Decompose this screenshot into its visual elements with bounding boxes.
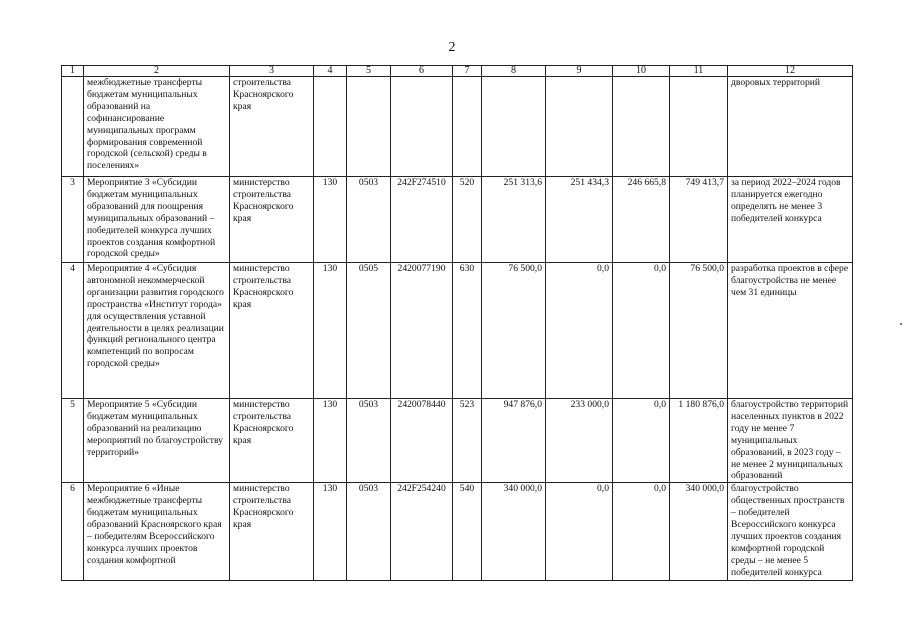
column-header-3: 3 (230, 66, 314, 77)
executor: министерство строительства Красноярского края (230, 483, 314, 581)
table-row (62, 177, 853, 263)
expected-result: за период 2022–2024 годов планируется ежегодно определять не менее 3 победителей конкурса (728, 177, 853, 263)
table-row (62, 399, 853, 483)
expected-result: разработка проектов в сфере благоустройства не менее чем 31 единицы (728, 263, 853, 399)
column-header-11: 11 (670, 66, 728, 77)
executor: министерство строительства Красноярского края (230, 399, 314, 483)
measure-name: Мероприятие 4 «Субсидия автономной некоммерческой организации развития городского пространства «Институт города» для осуществления уставной деятельности в целях реализации функций регионального центра компетенций по вопросам городской среды» (84, 263, 230, 399)
amount-total: 749 413,7 (670, 177, 728, 263)
executor: министерство строительства Красноярского края (230, 177, 314, 263)
grbs-code: 130 (314, 399, 347, 483)
expected-result: благоустройство общественных пространств – победителей Всероссийского конкурса лучших проектов создания комфортной городской среды – не менее 5 победителей конкурса (728, 483, 853, 581)
row-number: 3 (62, 177, 84, 263)
budget-table (61, 65, 853, 581)
grbs-code: 130 (314, 263, 347, 399)
section-code (347, 77, 391, 177)
amount-col-10: 0,0 (613, 263, 670, 399)
grbs-code: 130 (314, 177, 347, 263)
amount-total: 1 180 876,0 (670, 399, 728, 483)
expected-result: благоустройство территорий населенных пунктов в 2022 году не менее 7 муниципальных образований, в 2023 году – не менее 2 муниципальных образований (728, 399, 853, 483)
amount-col-8: 76 500,0 (482, 263, 546, 399)
section-code: 0505 (347, 263, 391, 399)
column-header-7: 7 (453, 66, 482, 77)
target-article-code: 242F254240 (391, 483, 453, 581)
amount-col-10: 246 665,8 (613, 177, 670, 263)
row-number (62, 77, 84, 177)
amount-col-10 (613, 77, 670, 177)
target-article-code (391, 77, 453, 177)
column-header-8: 8 (482, 66, 546, 77)
amount-col-8: 340 000,0 (482, 483, 546, 581)
section-code: 0503 (347, 483, 391, 581)
column-header-12: 12 (728, 66, 853, 77)
amount-total (670, 77, 728, 177)
amount-col-9: 0,0 (546, 263, 613, 399)
measure-name: Мероприятие 6 «Иные межбюджетные трансферты бюджетам муниципальных образований Красноярского края – победителям Всероссийского конкурса лучших проектов создания комфортной (84, 483, 230, 581)
measure-name: межбюджетные трансферты бюджетам муниципальных образований на софинансирование муниципальных программ формирования современной городской (сельской) среды в поселениях» (84, 77, 230, 177)
row-number: 5 (62, 399, 84, 483)
column-header-1: 1 (62, 66, 84, 77)
amount-col-8: 947 876,0 (482, 399, 546, 483)
amount-col-8 (482, 77, 546, 177)
amount-col-10: 0,0 (613, 399, 670, 483)
expense-type-code: 630 (453, 263, 482, 399)
row-number: 6 (62, 483, 84, 581)
column-header-6: 6 (391, 66, 453, 77)
grbs-code (314, 77, 347, 177)
target-article-code: 2420078440 (391, 399, 453, 483)
expense-type-code (453, 77, 482, 177)
column-header-10: 10 (613, 66, 670, 77)
executor: строительства Красноярского края (230, 77, 314, 177)
amount-col-8: 251 313,6 (482, 177, 546, 263)
table-row (62, 77, 853, 177)
amount-total: 76 500,0 (670, 263, 728, 399)
amount-col-9: 233 000,0 (546, 399, 613, 483)
scan-dot (900, 323, 902, 325)
expense-type-code: 523 (453, 399, 482, 483)
page-number: 2 (448, 40, 456, 55)
grbs-code: 130 (314, 483, 347, 581)
expected-result: дворовых территорий (728, 77, 853, 177)
table-row (62, 483, 853, 581)
column-header-5: 5 (347, 66, 391, 77)
amount-col-9 (546, 77, 613, 177)
amount-col-9: 251 434,3 (546, 177, 613, 263)
measure-name: Мероприятие 3 «Субсидии бюджетам муниципальных образований для поощрения муниципальных образований – победителей конкурса лучших проектов создания комфортной городской среды» (84, 177, 230, 263)
column-header-4: 4 (314, 66, 347, 77)
measure-name: Мероприятие 5 «Субсидии бюджетам муниципальных образований на реализацию мероприятий по благоустройству территорий» (84, 399, 230, 483)
table-row (62, 263, 853, 399)
amount-col-10: 0,0 (613, 483, 670, 581)
target-article-code: 242F274510 (391, 177, 453, 263)
amount-col-9: 0,0 (546, 483, 613, 581)
expense-type-code: 520 (453, 177, 482, 263)
executor: министерство строительства Красноярского края (230, 263, 314, 399)
column-header-9: 9 (546, 66, 613, 77)
row-number: 4 (62, 263, 84, 399)
section-code: 0503 (347, 399, 391, 483)
column-header-row (62, 66, 853, 77)
expense-type-code: 540 (453, 483, 482, 581)
amount-total: 340 000,0 (670, 483, 728, 581)
target-article-code: 2420077190 (391, 263, 453, 399)
section-code: 0503 (347, 177, 391, 263)
column-header-2: 2 (84, 66, 230, 77)
